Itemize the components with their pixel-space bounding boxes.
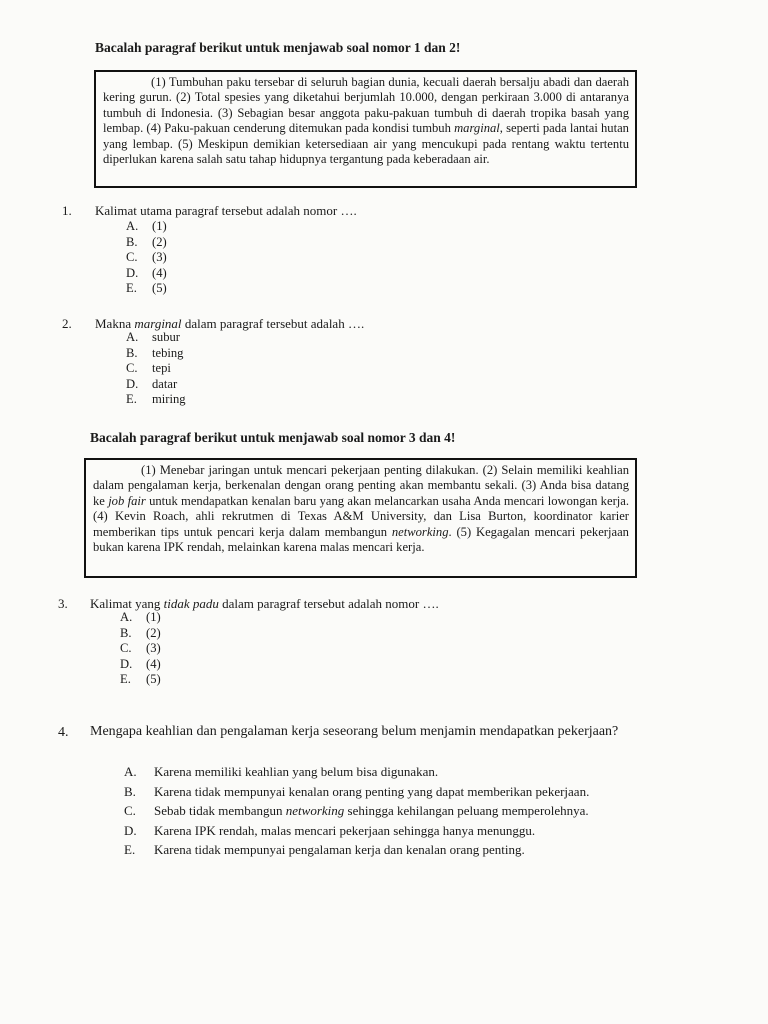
paragraph-box-2 (84, 458, 637, 578)
option-2a[interactable]: A. subur (126, 330, 180, 344)
option-4d[interactable]: D. Karena IPK rendah, malas mencari pekerjaan sehingga hanya menunggu. (124, 822, 536, 838)
question-number-2: 2. (62, 316, 72, 331)
question-text-1: Kalimat utama paragraf tersebut adalah nomor …. (95, 203, 357, 218)
options-3 (120, 610, 161, 688)
options-1 (126, 219, 167, 297)
option-2d[interactable]: D. datar (126, 376, 178, 391)
option-1a[interactable]: A. (1) (126, 219, 167, 233)
paragraph-box-1 (94, 70, 637, 188)
question-number-1: 1. (62, 203, 72, 218)
paragraph-1: (1) Tumbuhan paku tersebar di seluruh bagian dunia, kecuali daerah bersalju abadi dan daerah kering gurun. (2) Total spesies yang diketahui berjumlah 10.000, dengan perkiraan 3.000 di antaranya tumbuh di Indonesia. (3) Sebagian besar anggota paku-pakuan tumbuh di daerah tropika basah yang lembap. (4) Paku-pakuan cenderung ditemukan pada kondisi tumbuh marginal, seperti pada lantai hutan yang lembap. (5) Meskipun demikian ketersediaan air yang mencukupi pada rentang waktu tertentu diperlukan karena salah satu tahap hidupnya tergantung pada keberadaan air. (103, 75, 629, 167)
question-text-4: Mengapa keahlian dan pengalaman kerja seseorang belum menjamin mendapatkan pekerjaan? (90, 724, 619, 739)
option-1b[interactable]: B. (2) (126, 234, 167, 249)
options-4 (124, 762, 589, 860)
option-3e[interactable]: E. (5) (120, 672, 161, 687)
options-2 (126, 330, 186, 408)
paragraph-2: (1) Menebar jaringan untuk mencari pekerjaan penting dilakukan. (2) Selain memiliki keahlian dalam pengalaman kerja, berkenalan dengan orang penting akan membantu sekali. (3) Anda bisa datang ke job fair untuk mendapatkan kenalan baru yang akan melancarkan usaha Anda mencari lowongan kerja. (4) Kevin Roach, ahli rekrutmen di Texas A&M University, dan Lisa Burton, koordinator karier memberikan tips untuk pencari kerja dalam membangun networking. (5) Kegagalan mencari pekerjaan bukan karena IPK rendah, melainkan karena malas mencari kerja. (93, 463, 630, 555)
option-1d[interactable]: D. (4) (126, 265, 167, 280)
option-3b[interactable]: B. (2) (120, 625, 161, 640)
option-3c[interactable]: C. (3) (120, 641, 161, 656)
instruction-2: Bacalah paragraf berikut untuk menjawab soal nomor 3 dan 4! (90, 430, 456, 445)
option-2e[interactable]: E. miring (126, 392, 186, 407)
option-4a[interactable]: A. Karena memiliki keahlian yang belum bisa digunakan. (124, 764, 439, 779)
option-3d[interactable]: D. (4) (120, 656, 161, 671)
option-1e[interactable]: E. (5) (126, 281, 167, 296)
option-2b[interactable]: B. tebing (126, 345, 184, 360)
question-number-3: 3. (58, 596, 68, 611)
option-4c[interactable]: C. Sebab tidak membangun networking sehingga kehilangan peluang memperolehnya. (124, 803, 589, 818)
question-text-3: Kalimat yang tidak padu dalam paragraf tersebut adalah nomor …. (90, 596, 439, 611)
option-4b[interactable]: B. Karena tidak mempunyai kenalan orang penting yang dapat memberikan pekerjaan. (124, 783, 590, 799)
option-1c[interactable]: C. (3) (126, 250, 167, 265)
option-3a[interactable]: A. (1) (120, 610, 161, 624)
option-4e[interactable]: E. Karena tidak mempunyai pengalaman kerja dan kenalan orang penting. (124, 842, 525, 857)
question-number-4: 4. (58, 725, 69, 740)
option-2c[interactable]: C. tepi (126, 361, 171, 376)
question-text-2: Makna marginal dalam paragraf tersebut adalah …. (95, 316, 365, 331)
instruction-1: Bacalah paragraf berikut untuk menjawab soal nomor 1 dan 2! (95, 40, 461, 55)
